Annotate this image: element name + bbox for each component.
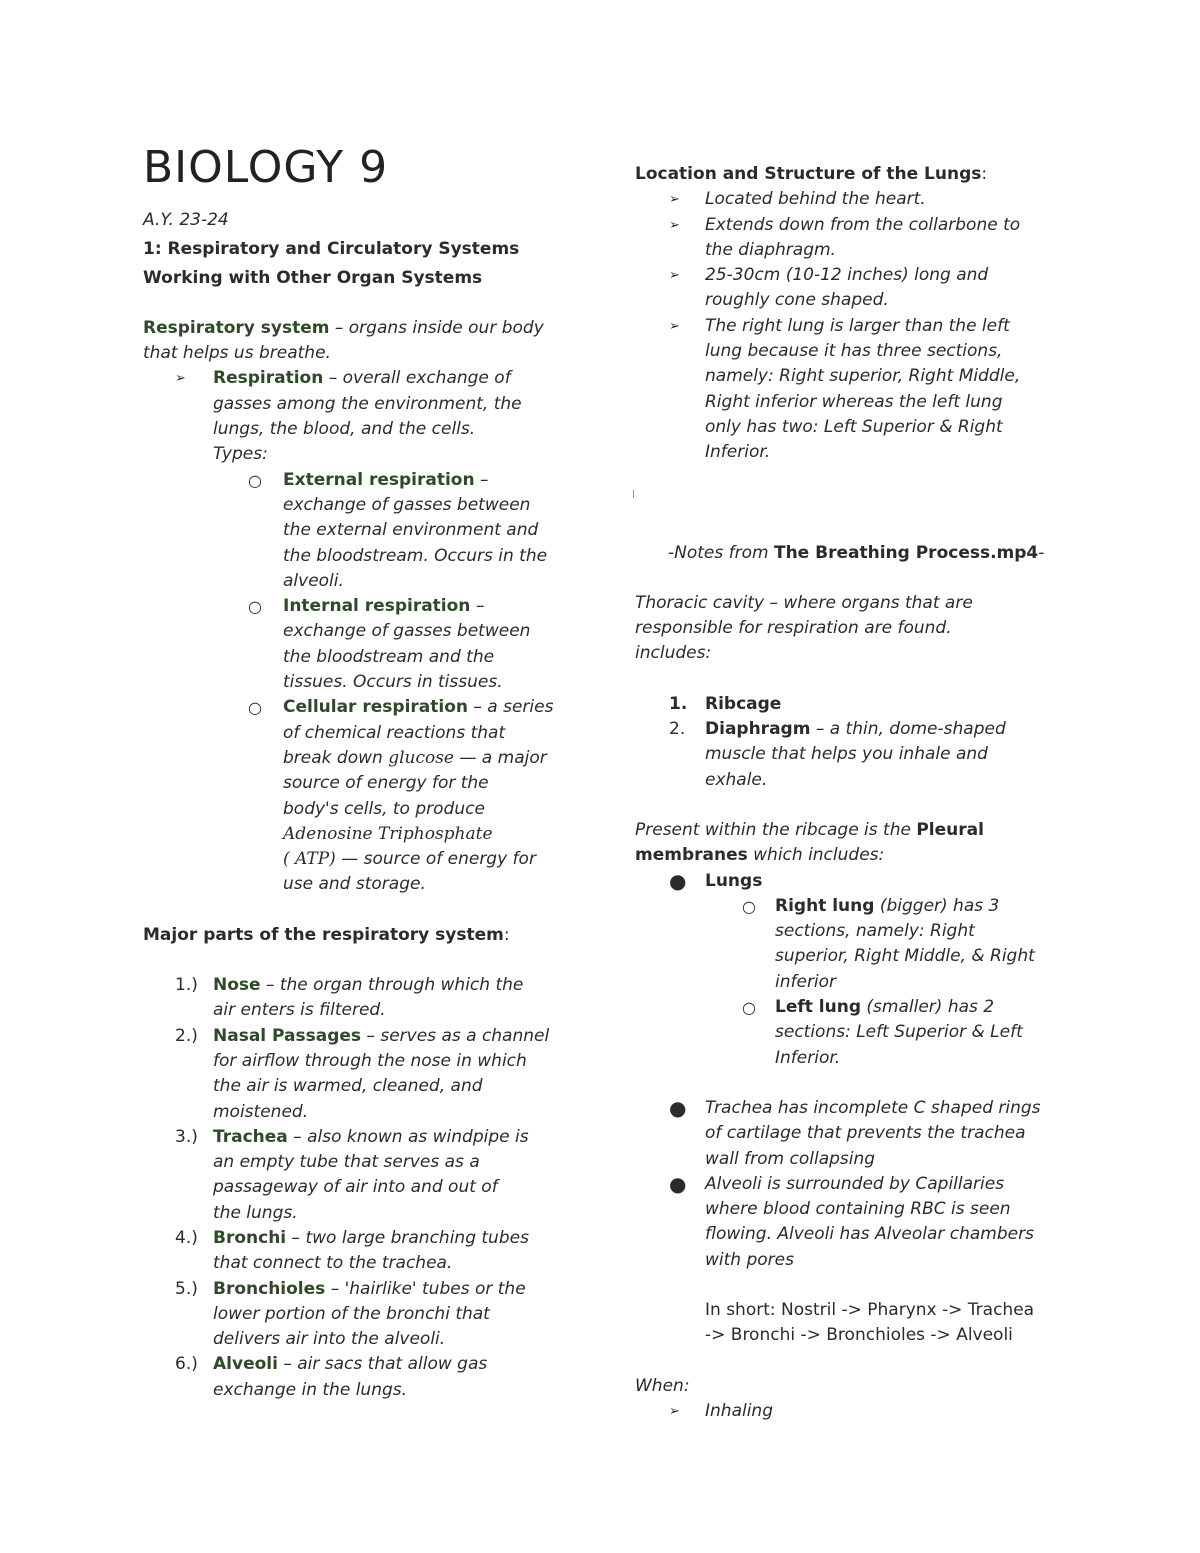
lungs-item: ● Lungs xyxy=(669,868,763,893)
pleural-line-1: Present within the ribcage is the Pleural xyxy=(635,819,984,840)
respiration-types-list xyxy=(248,468,583,898)
list-item: ○ Internal respiration – exchange of gasses between the bloodstream and the tissues. Occurs in tissues. xyxy=(248,596,531,693)
list-item: ➢ Located behind the heart. xyxy=(705,187,1075,212)
list-item: ● Trachea has incomplete C shaped rings of cartilage that prevents the trachea wall from collapsing xyxy=(669,1095,1041,1169)
academic-year: A.Y. 23-24 xyxy=(143,210,229,230)
circle-bullet-icon: ○ xyxy=(248,698,262,718)
circle-bullet-icon: ○ xyxy=(742,896,756,916)
thoracic-list xyxy=(669,692,1075,793)
respiration-item: ➢ Respiration – overall exchange of gasses among the environment, the lungs, the blood, and the cells. Types: xyxy=(175,368,522,465)
lung-sub-list xyxy=(742,894,1075,1071)
section-heading-line-1: 1: Respiratory and Circulatory Systems xyxy=(143,239,520,260)
arrow-bullet-icon: ➢ xyxy=(669,318,680,334)
list-item: ○ External respiration – exchange of gasses between the external environment and the bloodstream. Occurs in the alveoli. xyxy=(248,469,548,591)
list-item: ➢ The right lung is larger than the left lung because it has three sections, namely: Right superior, Right Middle, Right inferior whereas the left lung only has two: Left Superior & Right Inferior. xyxy=(669,315,1021,463)
section-heading-line-2: Working with Other Organ Systems xyxy=(143,267,483,288)
when-label: When: xyxy=(635,1375,690,1396)
list-item: 4.) Bronchi – two large branching tubes that connect to the trachea. xyxy=(175,1227,529,1274)
list-item: 6.) Alveoli – air sacs that allow gas exchange in the lungs. xyxy=(175,1354,488,1400)
list-item: 1. Ribcage xyxy=(669,693,782,714)
list-item: ○ Left lung (smaller) has 2 sections: Left Superior & Left Inferior. xyxy=(742,997,1023,1068)
inhaling-item: ➢ Inhaling xyxy=(705,1399,1075,1424)
list-item: ● Alveoli is surrounded by Capillaries where blood containing RBC is seen flowing. Alveoli has Alveolar chambers with pores xyxy=(669,1171,1034,1270)
location-list xyxy=(669,187,1075,465)
list-item: ○ Cellular respiration – a series of chemical reactions that break down glucose — a major source of energy for the body's cells, to produce Adenosine Triphosphate ( ATP) — source of energy for use and storage. xyxy=(248,697,554,895)
in-short-line-1: In short: Nostril -> Pharynx -> Trachea xyxy=(705,1299,1035,1320)
list-item: ○ Right lung (bigger) has 3 sections, namely: Right superior, Right Middle, & Right inferior xyxy=(742,895,1035,992)
filled-bullet-icon: ● xyxy=(669,1095,687,1120)
arrow-bullet-icon: ➢ xyxy=(175,371,186,387)
major-parts-list xyxy=(175,973,583,1403)
filled-bullet-icon: ● xyxy=(669,868,687,893)
circle-bullet-icon: ○ xyxy=(742,998,756,1018)
left-column: BIOLOGY 9 A.Y. 23-24 1: Respiratory and Circulatory Systems Working with Other Organ Systems Respiratory system – organs inside our body that helps us breathe. ➢ Respiration – overall exchange of gasses among the environment, the lungs, the blood, and the cells. Types: ○ External respiration – exchange of gasses between the external environment and the bloodstream. Occurs in the alveoli. ○ Internal respiration – exchange of gasses between the bloodstream and the tissues. Occurs in tissues. ○ Cellular respiration – a series of chemical reactions that break down glucose — a major source of energy for the body's cells, to produce Adenosine Triphosphate ( ATP) — source of energy for use and storage. Major parts of the respiratory system: 1.) Nose – the organ through which the air enters is filtered. 2.) Nasal Passages – serves as a channel for airflow through the nose in which the air is warmed, cleaned, and moistened. 3.) Trachea – also known as windpipe is an empty tube that serves as a passageway of air into and out of the lungs. 4.) Bronchi – two large branching tubes that connect to the trachea. 5.) Bronchioles – 'hairlike' tubes or the lower portion of the bronchi that delivers air into the alveoli. 6.) Alveoli – air sacs that allow gas exchange in the lungs. xyxy=(143,140,583,1403)
major-parts-heading: Major parts of the respiratory system: xyxy=(143,924,510,945)
in-short-line-2: -> Bronchi -> Bronchioles -> Alveoli xyxy=(705,1325,1013,1346)
arrow-bullet-icon: ➢ xyxy=(669,1403,680,1419)
list-item: 2. Diaphragm – a thin, dome-shaped muscle that helps you inhale and exhale. xyxy=(669,719,1006,790)
list-item: 2.) Nasal Passages – serves as a channel for airflow through the nose in which the air is warmed, cleaned, and moistened. xyxy=(175,1025,550,1122)
notes-source-line: -Notes from The Breathing Process.mp4- xyxy=(668,542,1045,563)
arrow-bullet-icon: ➢ xyxy=(669,217,680,233)
respiration-term: Respiration xyxy=(213,368,324,389)
facts-list xyxy=(669,1095,1075,1349)
list-item: ➢ 25-30cm (10-12 inches) long and roughly cone shaped. xyxy=(669,265,989,311)
circle-bullet-icon: ○ xyxy=(248,597,262,617)
respiratory-system-definition: Respiratory system – organs inside our body xyxy=(143,317,544,338)
list-item: 5.) Bronchioles – 'hairlike' tubes or the lower portion of the bronchi that delivers air into the alveoli. xyxy=(175,1278,526,1350)
list-item: 3.) Trachea – also known as windpipe is an empty tube that serves as a passageway of air into and out of the lungs. xyxy=(175,1126,529,1223)
respiratory-system-term: Respiratory system xyxy=(143,317,330,338)
right-column: Location and Structure of the Lungs: ➢ Located behind the heart. ➢ Extends down from the collarbone to the diaphragm. ➢ 25-30cm (10-12 inches) long and roughly cone shaped. ➢ The right lung is larger than the left lung because it has three sections, namely: Right superior, Right Middle, Right inferior whereas the left lung only has two: Left Superior & Right Inferior. -Notes from The Breathing Process.mp4- Thoracic cavity – where organs that are responsible for respiration are found. includes: 1. Ribcage 2. Diaphragm – a thin, dome-shaped muscle that helps you inhale and exhale. Present within the ribcage is the Pleural membranes which includes: ● Lungs ○ Right lung (bigger) has 3 sections, namely: Right superior, Right Middle, & Right inferior ○ Left lung (smaller) has 2 sections: Left Superior & Left Inferior. ● Trachea has incomplete C shaped rings of cartilage that prevents the trachea wall from collapsing ● Alveoli is surrounded by Capillaries where blood containing RBC is seen flowing. Alveoli has Alveolar chambers with pores In short: Nostril -> Pharynx -> Trachea -> Bronchi -> Bronchioles -> Alveoli When: ➢ Inhaling xyxy=(635,162,1075,1424)
pleural-line-2: membranes which includes: xyxy=(635,845,885,866)
filled-bullet-icon: ● xyxy=(669,1171,687,1196)
arrow-bullet-icon: ➢ xyxy=(669,192,680,208)
arrow-bullet-icon: ➢ xyxy=(669,268,680,284)
circle-bullet-icon: ○ xyxy=(248,470,262,490)
list-item: ➢ Extends down from the collarbone to the diaphragm. xyxy=(669,214,1021,260)
location-structure-heading: Location and Structure of the Lungs: xyxy=(635,164,988,184)
thoracic-cavity-line-1: Thoracic cavity – where organs that are xyxy=(635,592,973,613)
stray-mark xyxy=(633,490,634,498)
page-title: BIOLOGY 9 xyxy=(143,142,389,193)
list-item: 1.) Nose – the organ through which the air enters is filtered. xyxy=(175,975,524,1021)
